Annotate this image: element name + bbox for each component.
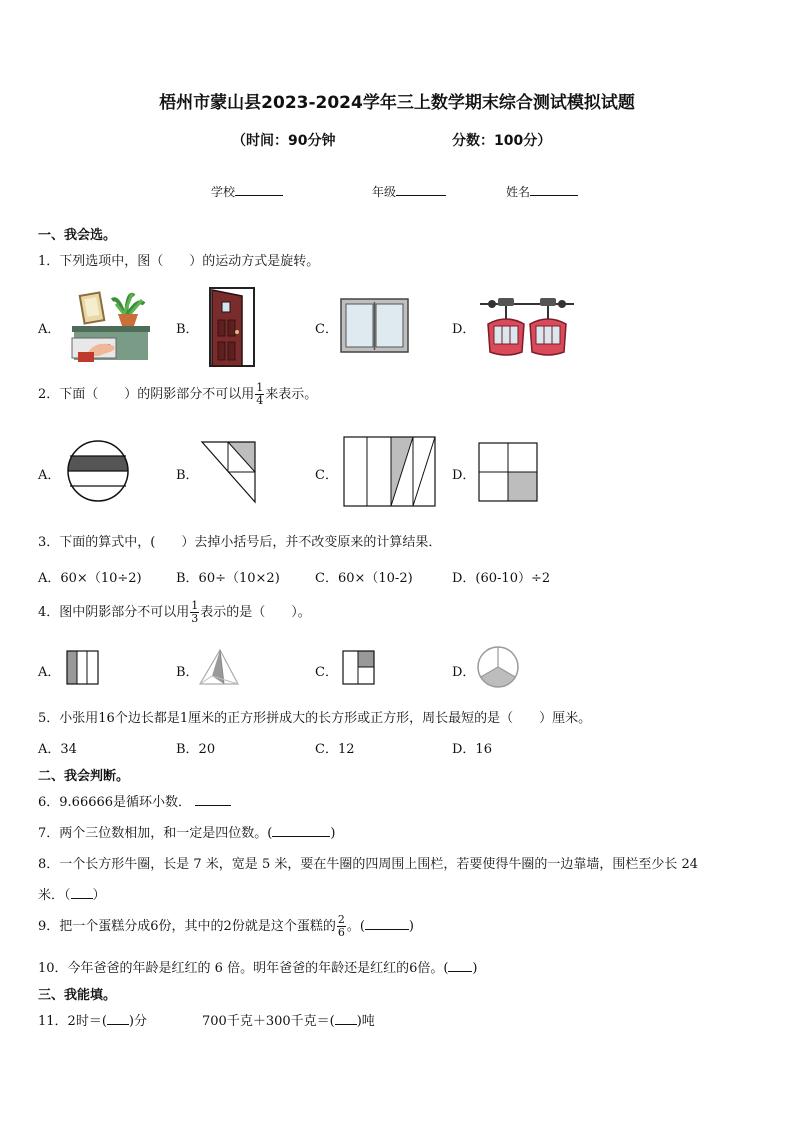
q1-cable-car-image (480, 294, 574, 358)
q6-text: 6．9.66666是循环小数． (38, 795, 192, 810)
q4-bar-figure (66, 650, 100, 686)
q9-answer-blank[interactable] (365, 917, 409, 930)
q8-text-line2: 米．（ (38, 888, 71, 903)
q3-option-b[interactable]: B．60÷（10×2) (176, 571, 280, 586)
q1-label-a: A． (38, 322, 61, 337)
q2-rectangle-figure (343, 436, 437, 508)
q1-label-c: C． (315, 322, 338, 337)
name-label: 姓名 (506, 185, 531, 199)
q9-fraction (337, 914, 346, 939)
school-field (211, 183, 283, 200)
question-9 (38, 914, 414, 939)
question-8-line-1: 8．一个长方形牛圈，长是 7 米，宽是 5 米，要在牛圈的四周围上围栏，若要使得牛圈的一边靠墙，围栏至少长 24 (38, 857, 699, 872)
q4-fraction-denominator: 3 (191, 612, 199, 625)
q9-text-after: 。( (346, 919, 365, 934)
q9-fraction-denominator: 6 (337, 926, 345, 939)
question-7 (38, 822, 335, 841)
q10-answer-blank[interactable] (448, 959, 472, 972)
q3-option-c[interactable]: C．60×（10-2) (315, 571, 413, 586)
name-field (506, 183, 578, 200)
q2-triangle-figure (200, 440, 258, 504)
q1-window-image (340, 298, 410, 354)
q7-answer-blank[interactable] (272, 824, 330, 837)
q9-fraction-numerator: 2 (337, 913, 345, 926)
grade-label: 年级 (372, 185, 397, 199)
q2-text-before: 2．下面（ ）的阴影部分不可以用 (38, 387, 255, 402)
page-title: 梧州市蒙山县2023-2024学年三上数学期末综合测试模拟试题 (159, 93, 635, 113)
q2-square-figure (478, 442, 540, 504)
q4-text-before: 4．图中阴影部分不可以用 (38, 605, 190, 620)
question-4 (38, 600, 311, 625)
q3-option-d[interactable]: D．(60-10）÷2 (452, 571, 551, 586)
q9-text-before: 9．把一个蛋糕分成6份，其中的2份就是这个蛋糕的 (38, 919, 336, 934)
q10-text: 10．今年爸爸的年龄是红红的 6 倍。明年爸爸的年龄还是红红的6倍。( (38, 961, 449, 976)
q3-option-a[interactable]: A．60×（10÷2) (38, 571, 142, 586)
q11-part-b: 700千克＋300千克＝( (202, 1014, 335, 1029)
q4-pyramid-figure (198, 648, 240, 686)
q1-door-image (208, 286, 258, 368)
section-2-heading: 二、我会判断。 (38, 769, 130, 784)
q5-option-c[interactable]: C．12 (315, 742, 355, 757)
q4-label-a: A． (38, 665, 61, 680)
exam-score: 分数：100分） (452, 133, 552, 149)
q9-text-end: ) (408, 919, 414, 934)
question-11-part-b (202, 1010, 375, 1029)
q4-fraction (190, 600, 199, 625)
q10-text-end: ) (472, 961, 478, 976)
q2-text-after: 来表示。 (265, 387, 318, 402)
q11-part-a-end: )分 (128, 1014, 147, 1029)
q5-option-b[interactable]: B．20 (176, 742, 216, 757)
grade-field (372, 183, 446, 200)
q1-drawer-image (72, 286, 152, 362)
question-11 (38, 1010, 147, 1029)
q7-text-end: ) (330, 826, 336, 841)
q4-grid-figure (342, 650, 376, 686)
q2-fraction-denominator: 4 (256, 394, 264, 407)
q1-label-d: D． (452, 322, 476, 337)
grade-blank[interactable] (396, 183, 446, 196)
question-3: 3．下面的算式中，( ）去掉小括号后，并不改变原来的计算结果． (38, 535, 442, 550)
section-1-heading: 一、我会选。 (38, 228, 117, 243)
q8-answer-blank[interactable] (71, 886, 93, 899)
school-blank[interactable] (235, 183, 283, 196)
question-5: 5．小张用16个边长都是1厘米的正方形拼成大的长方形或正方形，周长最短的是（ ）厘米。 (38, 711, 592, 726)
q11-part-b-end: )吨 (356, 1014, 375, 1029)
question-1: 1．下列选项中，图（ ）的运动方式是旋转。 (38, 254, 320, 269)
exam-time: （时间：90分钟 (232, 133, 336, 149)
section-3-heading: 三、我能填。 (38, 988, 117, 1003)
q11-blank-a[interactable] (107, 1012, 129, 1025)
q5-option-d[interactable]: D．16 (452, 742, 492, 757)
q11-part-a: 11．2时＝( (38, 1014, 107, 1029)
q5-option-a[interactable]: A．34 (38, 742, 77, 757)
name-blank[interactable] (530, 183, 578, 196)
school-label: 学校 (211, 185, 236, 199)
q4-label-d: D． (452, 665, 476, 680)
q2-label-a: A． (38, 468, 61, 483)
question-2 (38, 382, 317, 407)
q2-fraction (255, 382, 264, 407)
q2-label-b: B． (176, 468, 199, 483)
q4-label-b: B． (176, 665, 199, 680)
q4-label-c: C． (315, 665, 338, 680)
q6-answer-blank[interactable] (195, 793, 231, 806)
q2-label-c: C． (315, 468, 338, 483)
question-8-line-2 (38, 884, 106, 903)
q4-fraction-numerator: 1 (191, 599, 199, 612)
question-6 (38, 791, 231, 810)
q2-fraction-numerator: 1 (256, 381, 264, 394)
q4-text-after: 表示的是（ ）。 (200, 605, 311, 620)
q2-label-d: D． (452, 468, 476, 483)
question-10 (38, 957, 478, 976)
q1-label-b: B． (176, 322, 199, 337)
q11-blank-b[interactable] (335, 1012, 357, 1025)
q2-circle-figure (67, 440, 131, 504)
q7-text: 7．两个三位数相加，和一定是四位数。( (38, 826, 273, 841)
q4-circle-figure (476, 645, 520, 689)
q8-text-end: ） (92, 888, 106, 903)
